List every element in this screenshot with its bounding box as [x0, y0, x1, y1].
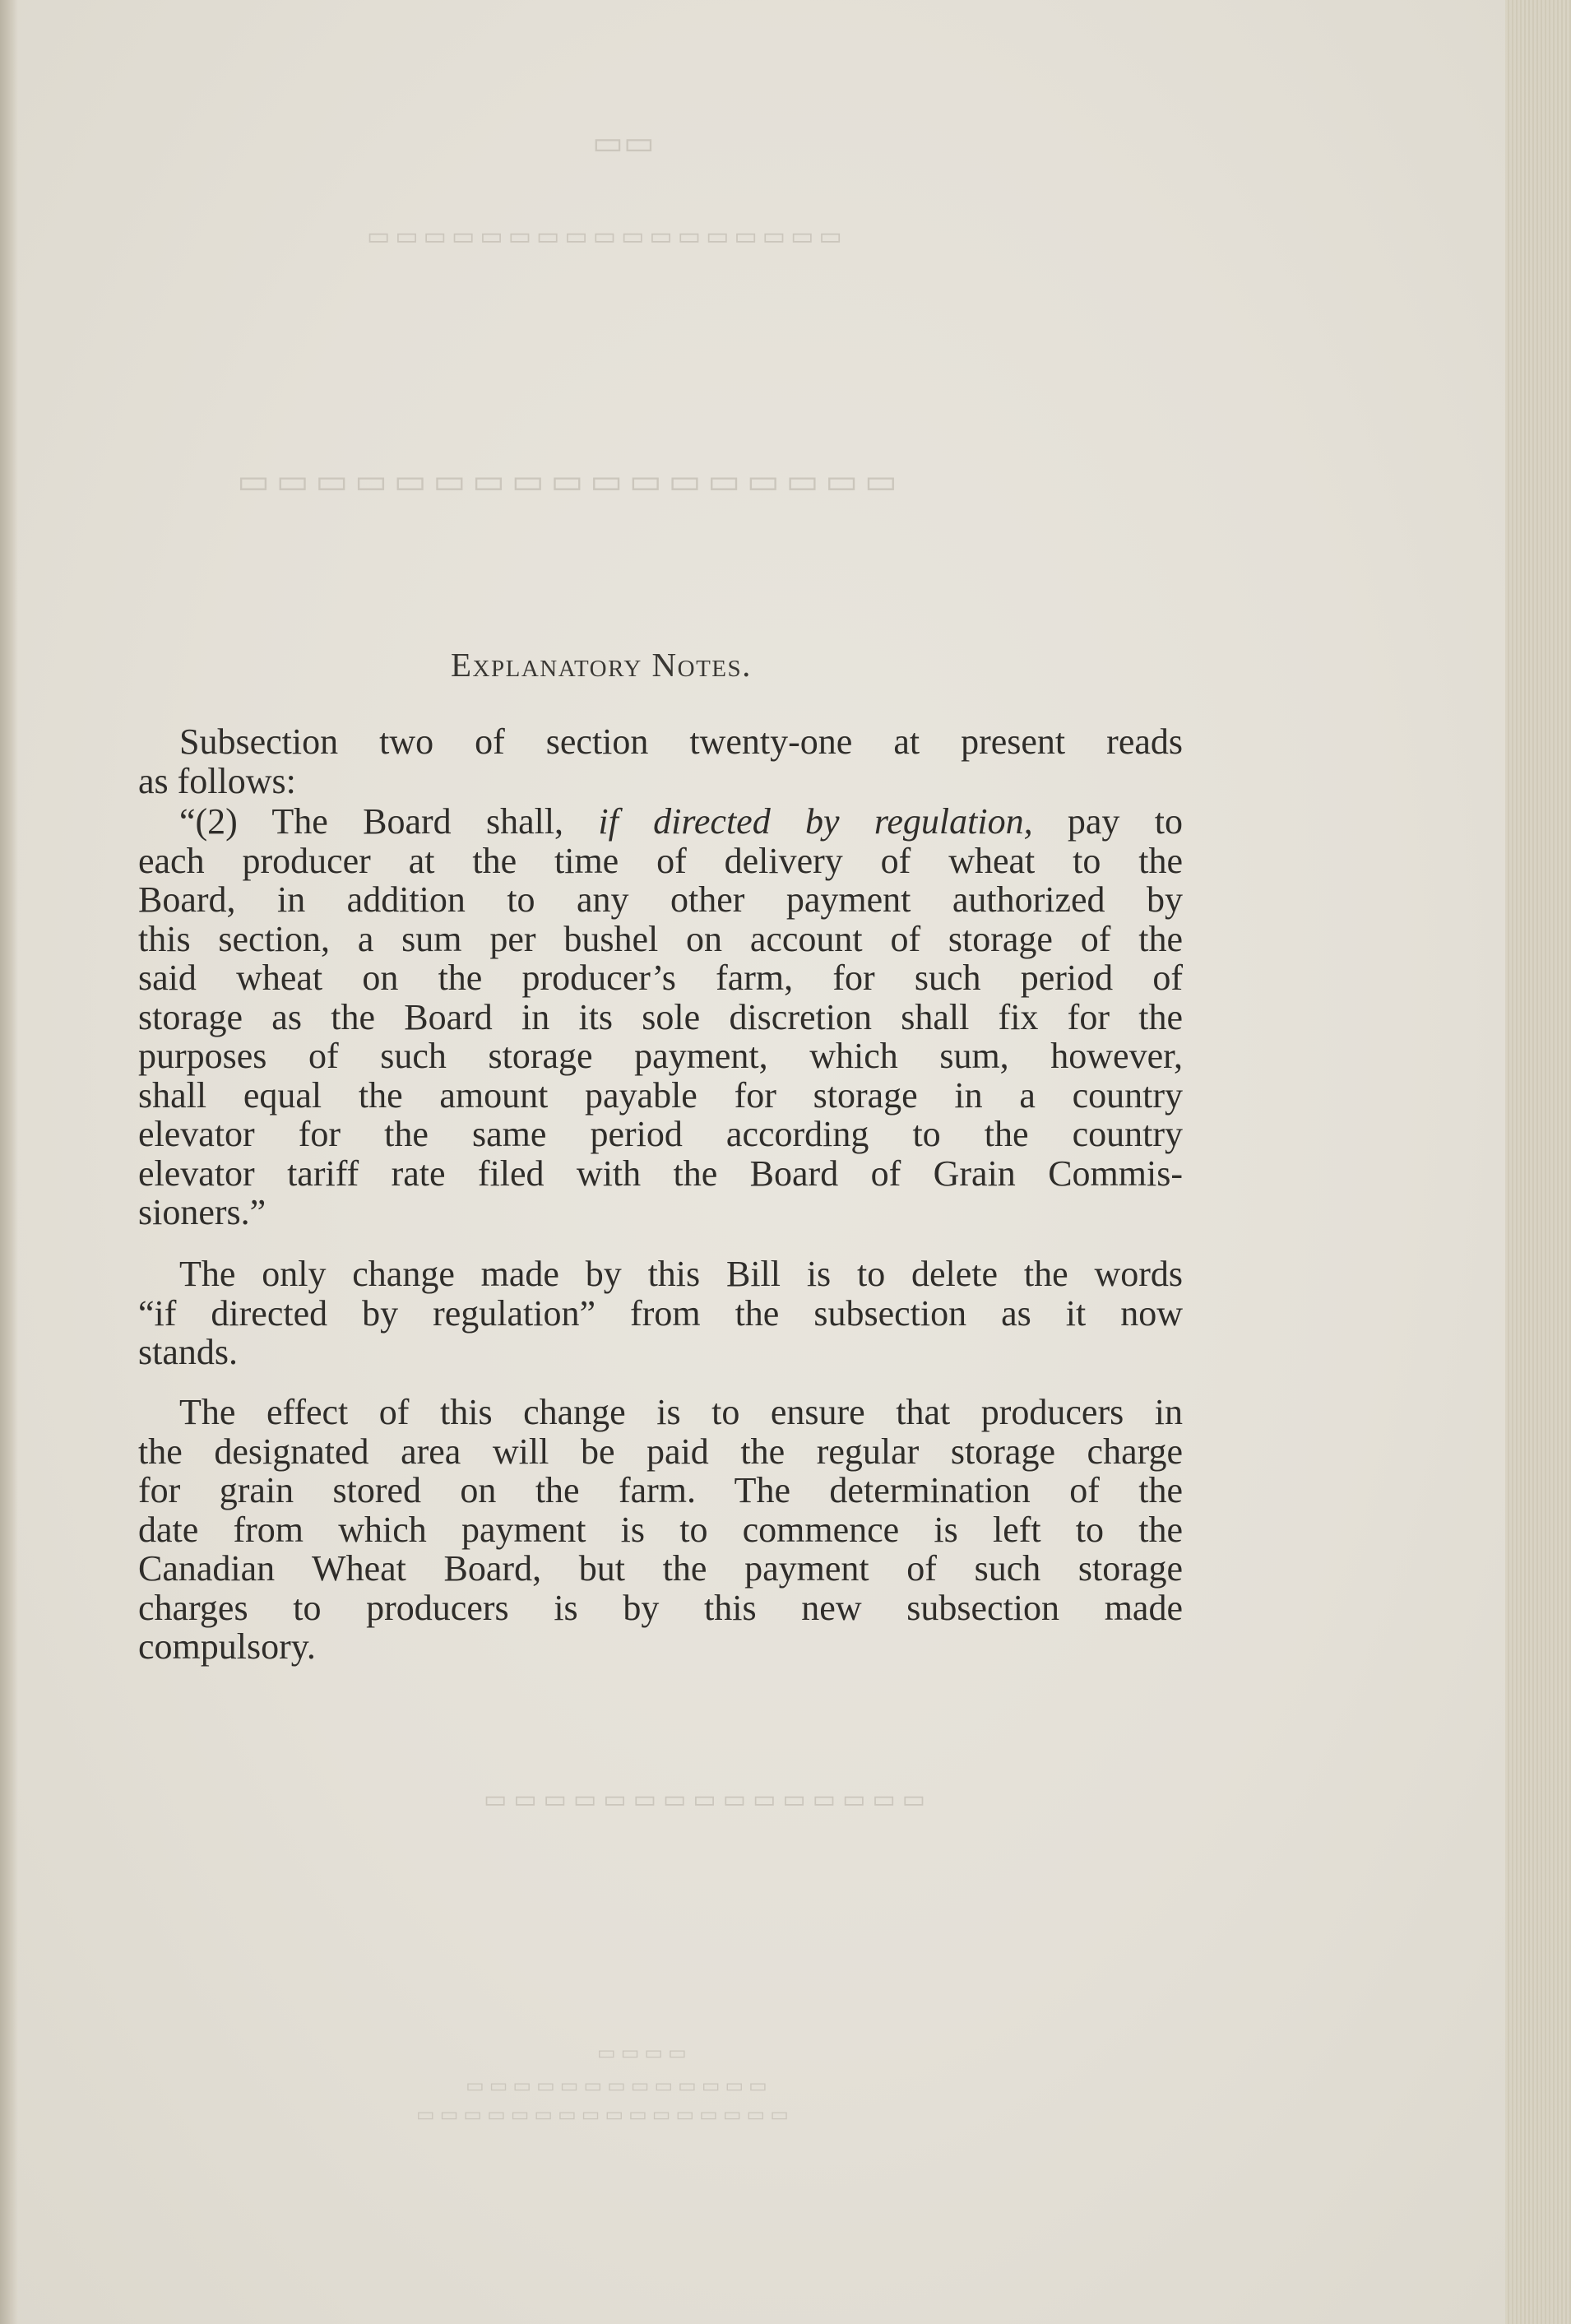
text-line: this section, a sum per bushel on account of storage of the — [138, 918, 1183, 959]
change-paragraph — [138, 1255, 1183, 1372]
text-line: Canadian Wheat Board, but the payment of such storage — [138, 1548, 1183, 1589]
text-line: date from which payment is to commence is left to the — [138, 1509, 1183, 1550]
text-line: storage as the Board in its sole discretion shall fix for the — [138, 996, 1183, 1037]
text-line: purposes of such storage payment, which sum, however, — [138, 1036, 1183, 1076]
intro-paragraph — [138, 722, 1183, 800]
text-line: compulsory. — [138, 1626, 316, 1667]
text-line: elevator for the same period according to the country — [138, 1114, 1183, 1154]
text-line: stands. — [138, 1332, 238, 1372]
text-line: said wheat on the producer’s farm, for such period of — [138, 958, 1183, 998]
quote-line-start: “(2) The Board shall, — [179, 801, 599, 842]
text-line: the designated area will be paid the regular storage charge — [138, 1431, 1183, 1472]
binding-edge — [0, 0, 18, 2324]
show-through-ghost: ▭▭ ▭▭▭▭▭▭▭▭▭▭▭▭▭▭▭▭▭ ▭▭▭▭▭▭▭▭▭▭▭▭▭▭▭▭▭ ▭▭▭▭▭▭▭▭▭▭▭▭▭▭▭ ▭▭▭▭ ▭▭▭▭▭▭▭▭▭▭▭▭▭ ▭▭▭▭▭▭▭▭▭▭▭▭▭▭▭▭ — [230, 124, 926, 2126]
text-line: Board, in addition to any other payment authorized by — [138, 879, 1183, 920]
text-line: shall equal the amount payable for storage in a country — [138, 1074, 1183, 1116]
effect-paragraph — [138, 1393, 1183, 1667]
quoted-subsection — [138, 802, 1183, 1232]
page-fore-edge — [1505, 0, 1571, 2324]
text-line: sioners.” — [138, 1192, 266, 1232]
text-line: elevator tariff rate filed with the Board of Grain Commis- — [138, 1153, 1183, 1194]
text-line: as follows: — [138, 760, 296, 801]
page-heading: Explanatory Notes. — [451, 646, 752, 684]
text-line: The effect of this change is to ensure that producers in — [179, 1392, 1183, 1432]
text-line: “if directed by regulation” from the subsection as it now — [138, 1292, 1183, 1334]
text-line: each producer at the time of delivery of wheat to the — [138, 840, 1183, 881]
text-line: for grain stored on the farm. The determination of the — [138, 1470, 1183, 1510]
text-line: charges to producers is by this new subsection made — [138, 1587, 1183, 1628]
quote-line-end: pay to — [1032, 801, 1183, 842]
italic-phrase: if directed by regulation, — [598, 801, 1033, 842]
text-line: The only change made by this Bill is to delete the words — [179, 1254, 1183, 1294]
text-line — [138, 802, 1183, 842]
text-line: Subsection two of section twenty-one at present reads — [179, 721, 1183, 762]
